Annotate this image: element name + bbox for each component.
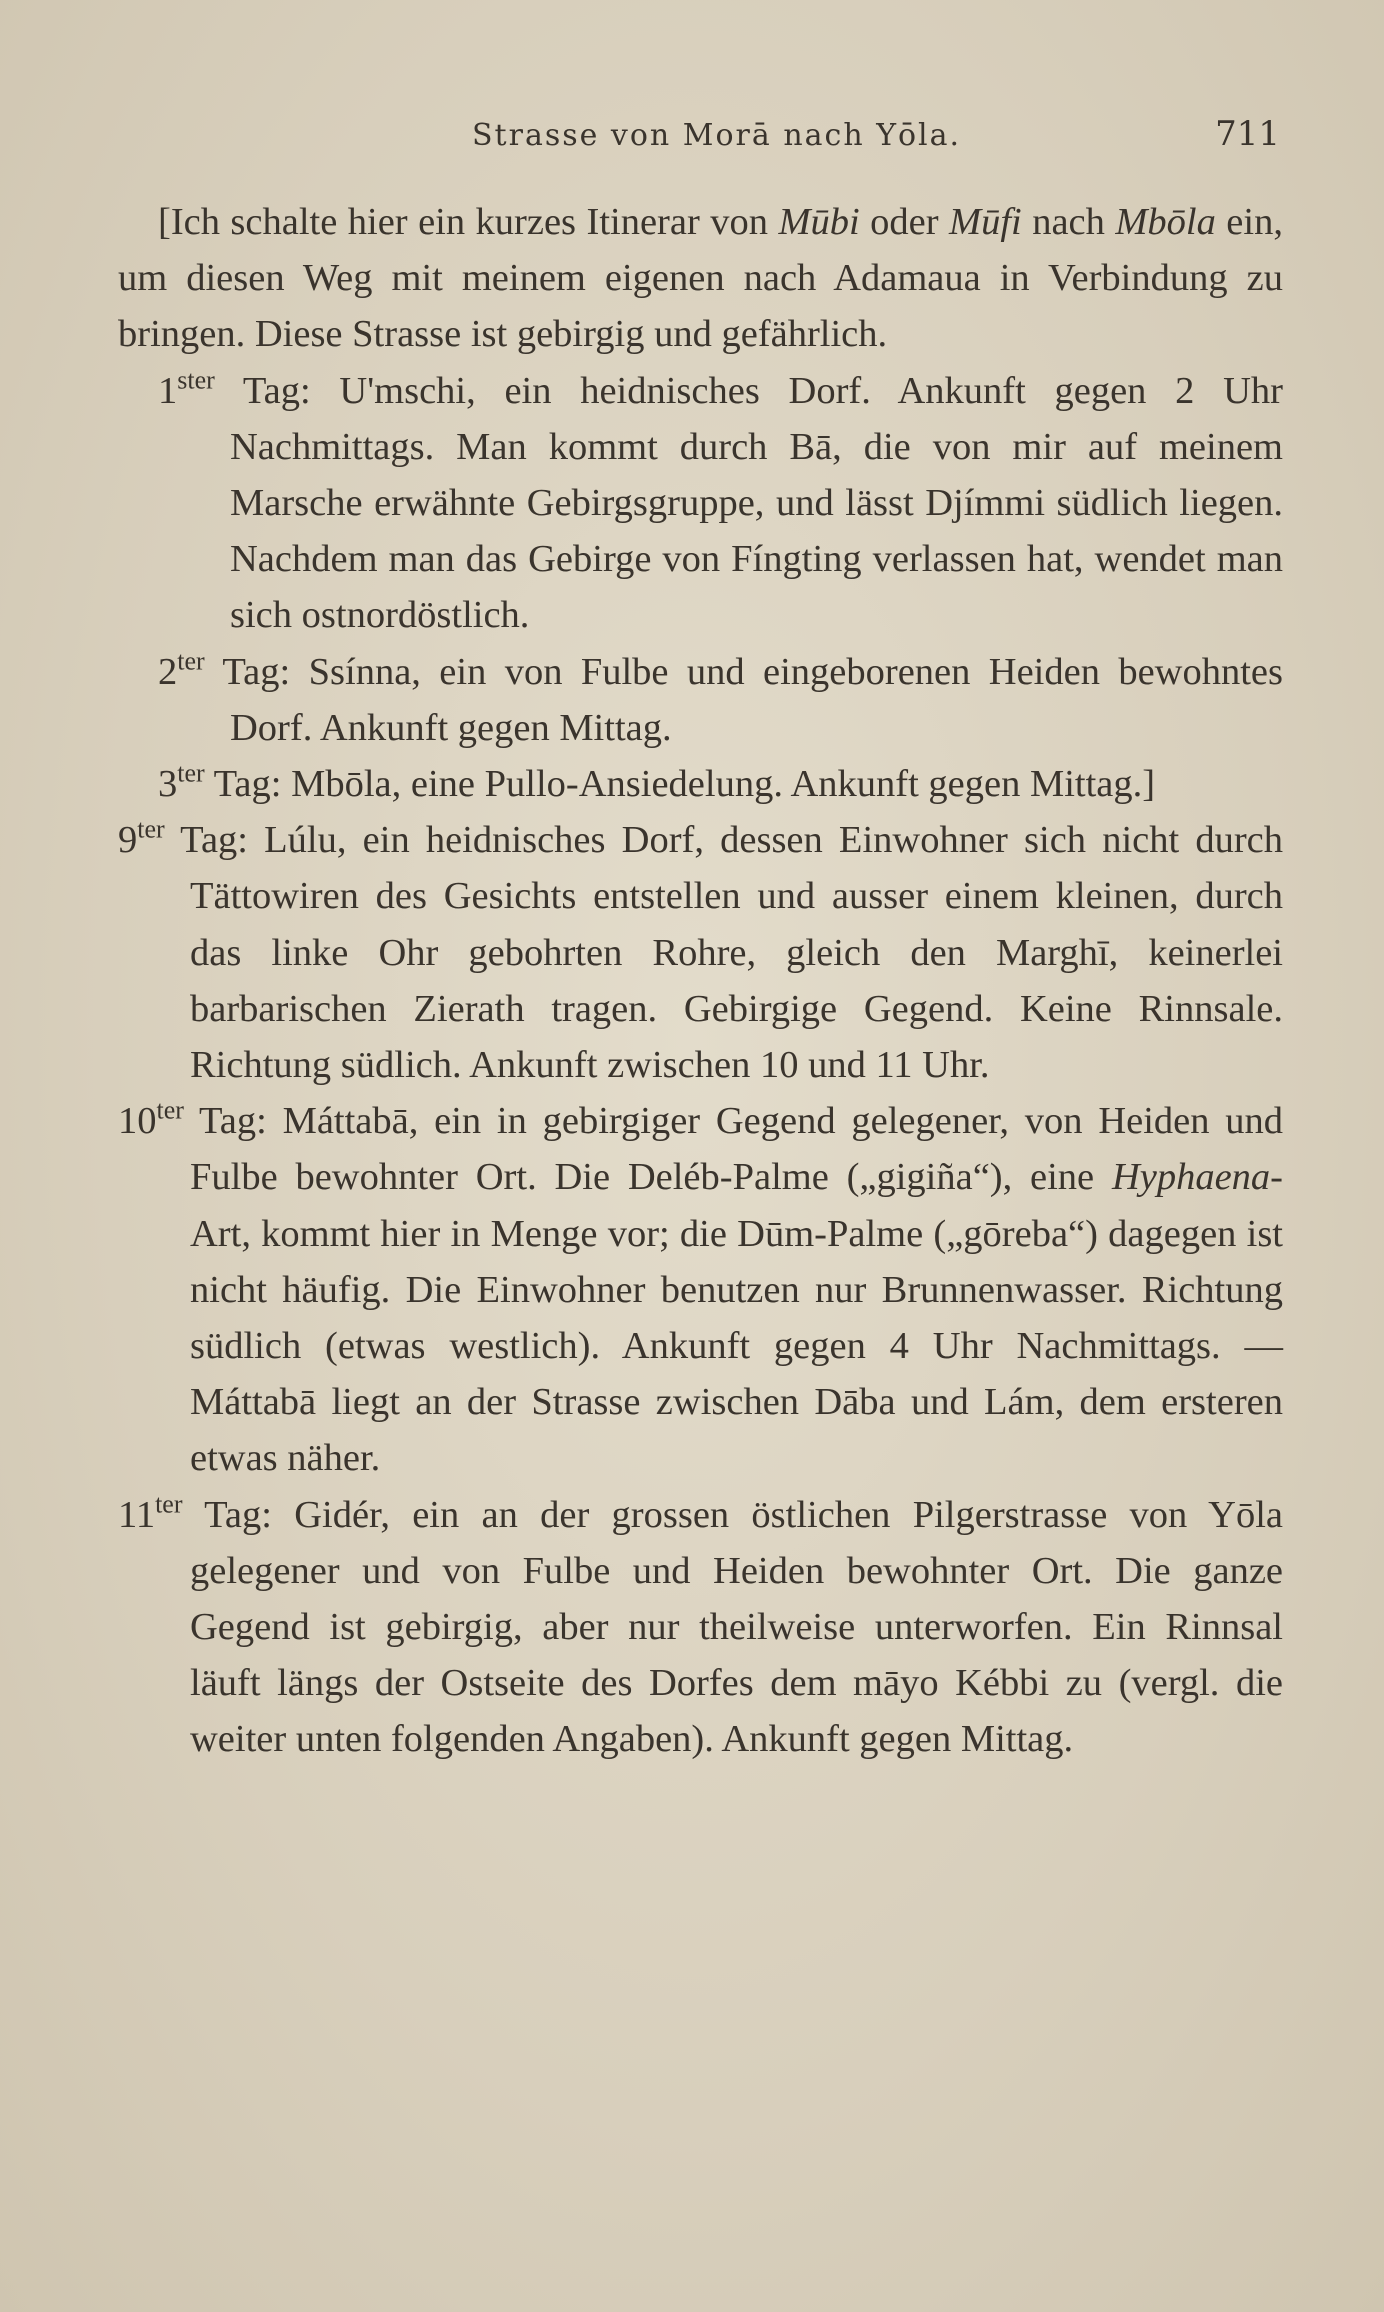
intro-text: [Ich schalte hier ein kurzes Itinerar von [158, 201, 779, 243]
day-number: $2^{ter}$ [158, 646, 205, 693]
entry-text: -Art, kommt hier in Menge vor; die Dūm-Palme („gōreba“) dagegen ist nicht häufig. Die Einwohner benutzen nur Brunnenwasser. Richtung südlich (etwas westlich). Ankunft gegen 4 Uhr Nachmittags. — Máttabā liegt an der Strasse zwischen Dāba und Lám, dem ersteren etwas näher. [190, 1156, 1283, 1480]
itinerary-entry [118, 1093, 1283, 1486]
itinerary-sub-entry [118, 363, 1283, 644]
day-number: $11^{ter}$ [118, 1489, 183, 1536]
place-mufi: Mūfi [949, 201, 1022, 243]
itinerary-entry [118, 1487, 1283, 1768]
entry-text: Tag: Máttabā, ein in gebirgiger Gegend gelegener, von Heiden und Fulbe bewohnter Ort. Die Deléb-Palme („gigiña“), eine [183, 1100, 1283, 1199]
itinerary-sub-entry [118, 644, 1283, 756]
running-title: Strasse von Morā nach Yōla. [472, 118, 962, 153]
entry-text: Tag: Lúlu, ein heidnisches Dorf, dessen Einwohner sich nicht durch Tättowiren des Gesichts entstellen und ausser einem kleinen, durch das linke Ohr gebohrten Rohre, gleich den Marghī, keinerlei barbarischen Zierath tragen. Gebirgige Gegend. Keine Rinnsale. Richtung südlich. Ankunft zwischen 10 und 11 Uhr. [164, 819, 1283, 1087]
intro-text: nach [1021, 201, 1116, 243]
day-number: $9^{ter}$ [118, 814, 165, 862]
place-mbola: Mbōla [1115, 201, 1216, 243]
day-number: $1^{ster}$ [158, 365, 215, 412]
entry-text: Tag: Gidér, ein an der grossen östlichen Pilgerstrasse von Yōla gelegener und von Fulbe und Heiden bewohnter Ort. Die ganze Gegend ist gebirgig, aber nur theilweise unterworfen. Ein Rinnsal läuft längs der Ostseite des Dorfes dem māyo Kébbi zu (vergl. die weiter unten folgenden Angaben). Ankunft gegen Mittag. [182, 1493, 1283, 1761]
entry-text: Tag: U'mschi, ein heidnisches Dorf. Ankunft gegen 2 Uhr Nachmittags. Man kommt durch Bā, die von mir auf meinem Marsche erwähnte Gebirgsgruppe, und lässt Djímmi südlich liegen. Nachdem man das Gebirge von Fíngting verlassen hat, wendet man sich ostnordöstlich. [214, 369, 1283, 637]
place-mubi: Mūbi [778, 201, 860, 243]
intro-text: ein, um diesen Weg mit meinem eigenen nach Adamaua in Verbindung zu bringen. Diese Strasse ist gebirgig und gefährlich. [118, 201, 1283, 356]
page-header [120, 112, 1280, 164]
body-text [118, 194, 1283, 1768]
species-name: Hyphaena [1111, 1156, 1271, 1199]
itinerary-entry [118, 812, 1283, 1093]
day-number: $10^{ter}$ [118, 1095, 184, 1143]
page-number: 711 [1215, 114, 1280, 154]
itinerary-sub-entry [118, 756, 1283, 812]
entry-text: Tag: Ssínna, ein von Fulbe und eingeborenen Heiden bewohntes Dorf. Ankunft gegen Mittag. [204, 650, 1283, 749]
intro-paragraph [118, 194, 1283, 363]
intro-text: oder [859, 201, 950, 243]
entry-text: Tag: Mbōla, eine Pullo-Ansiedelung. Ankunft gegen Mittag.] [204, 763, 1156, 806]
day-number: $3^{ter}$ [158, 758, 205, 806]
